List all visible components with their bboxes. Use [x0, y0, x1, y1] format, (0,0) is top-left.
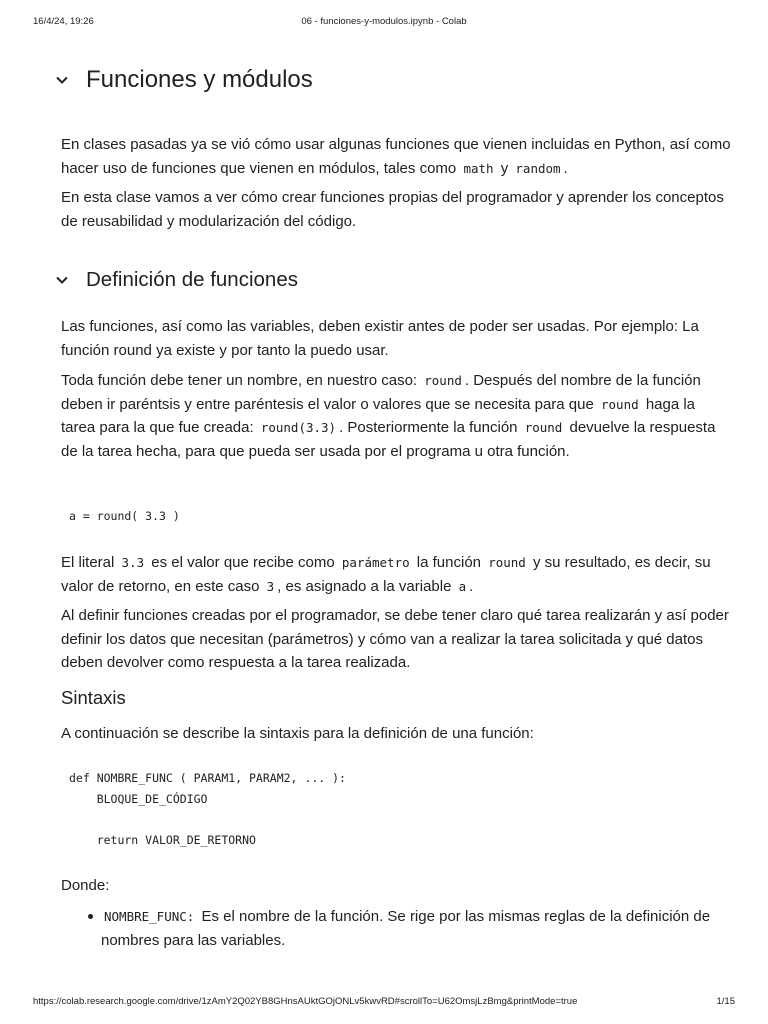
- inline-code: a: [458, 578, 467, 594]
- inline-code: random: [515, 160, 561, 176]
- text: , es asignado a la variable: [277, 577, 452, 595]
- text: En esta clase vamos a ver cómo crear funciones propias del programador y aprender los conceptos de reusabilidad y modularización del código.: [61, 189, 724, 230]
- text: Es el nombre de la función. Se rige por las mismas reglas de la definición de nombres para las variables.: [101, 908, 711, 949]
- intro-paragraph-2: [61, 186, 731, 233]
- code-block: def NOMBRE_FUNC ( PARAM1, PARAM2, ... ): BLOQUE_DE_CÓDIGO return VALOR_DE_RETORNO: [69, 771, 346, 847]
- text: Toda función debe tener un nombre, en nuestro caso:: [61, 372, 418, 389]
- list-item: [61, 905, 731, 952]
- text: haga la tarea para la que fue creada:: [61, 395, 696, 436]
- paragraph: [61, 369, 731, 463]
- paragraph: [61, 315, 731, 362]
- section-title: Funciones y módulos: [86, 66, 313, 93]
- paragraph: [61, 604, 731, 675]
- text: A continuación se describe la sintaxis para la definición de una función:: [61, 725, 534, 742]
- text: la función: [416, 554, 482, 571]
- text: . Después del nombre de la función deben ir paréntsis y entre paréntesis el valor o valores que se necesita para que: [61, 372, 701, 413]
- inline-code: round(3.3): [260, 420, 337, 435]
- inline-code: round: [601, 396, 639, 412]
- inline-code: parámetro: [341, 555, 410, 570]
- section-title: Definición de funciones: [86, 268, 298, 291]
- subheading-sintaxis: Sintaxis: [61, 687, 126, 708]
- text: es el valor que recibe como: [151, 554, 335, 571]
- paragraph: [61, 551, 731, 598]
- inline-code: round: [488, 555, 526, 570]
- chevron-down-icon[interactable]: [52, 70, 72, 90]
- text: devuelve la respuesta de la tarea hecha, para que pueda ser usada por el programa u otra función.: [61, 419, 716, 460]
- print-header: [0, 16, 768, 30]
- inline-code: round: [524, 420, 563, 435]
- definition-list: [61, 905, 731, 952]
- paragraph: [61, 722, 731, 746]
- text: .: [563, 159, 568, 177]
- inline-code: math: [463, 160, 494, 176]
- page-number: 1/15: [716, 996, 735, 1007]
- print-title: 06 - funciones-y-modulos.ipynb - Colab: [301, 16, 467, 27]
- text: .: [469, 577, 474, 595]
- inline-code: round: [424, 373, 462, 388]
- text: y su resultado, es decir, su valor de retorno, en este caso: [61, 554, 711, 595]
- print-timestamp: 16/4/24, 19:26: [33, 16, 94, 27]
- text: El literal: [61, 554, 115, 571]
- bullet-icon: [88, 914, 93, 919]
- chevron-down-icon[interactable]: [52, 270, 72, 290]
- print-url: https://colab.research.google.com/drive/1zAmY2Q02YB8GHnsAUktGOjONLv5kwvRD#scrollTo=U62OmsjLzBmg&printMode=true: [33, 996, 578, 1007]
- text: y: [500, 159, 509, 177]
- paragraph: [61, 874, 731, 898]
- text: Al definir funciones creadas por el programador, se debe tener claro qué tarea realizarán y así poder definir los datos que necesitan (parámetros) y cómo van a realizar la tarea solicitada y qué datos deben devolver como respuesta a la tarea realizada.: [61, 607, 729, 671]
- code-block: a = round( 3.3 ): [69, 509, 180, 523]
- text: Donde:: [61, 877, 110, 894]
- inline-code: 3: [266, 578, 275, 594]
- section-heading-funciones-y-modulos[interactable]: [52, 66, 313, 94]
- text: . Posteriormente la función: [339, 419, 518, 436]
- section-heading-definicion-de-funciones[interactable]: [52, 268, 298, 292]
- text: Las funciones, así como las variables, deben existir antes de poder ser usadas. Por ejemplo: La función round ya existe y por tanto la puedo usar.: [61, 318, 699, 359]
- inline-code: 3.3: [121, 555, 145, 570]
- intro-paragraph: [61, 133, 731, 180]
- inline-code: NOMBRE_FUNC:: [104, 909, 195, 924]
- text: En clases pasadas ya se vió cómo usar algunas funciones que vienen incluidas en Python, así como hacer uso de funciones que vienen en módulos, tales como: [61, 136, 731, 177]
